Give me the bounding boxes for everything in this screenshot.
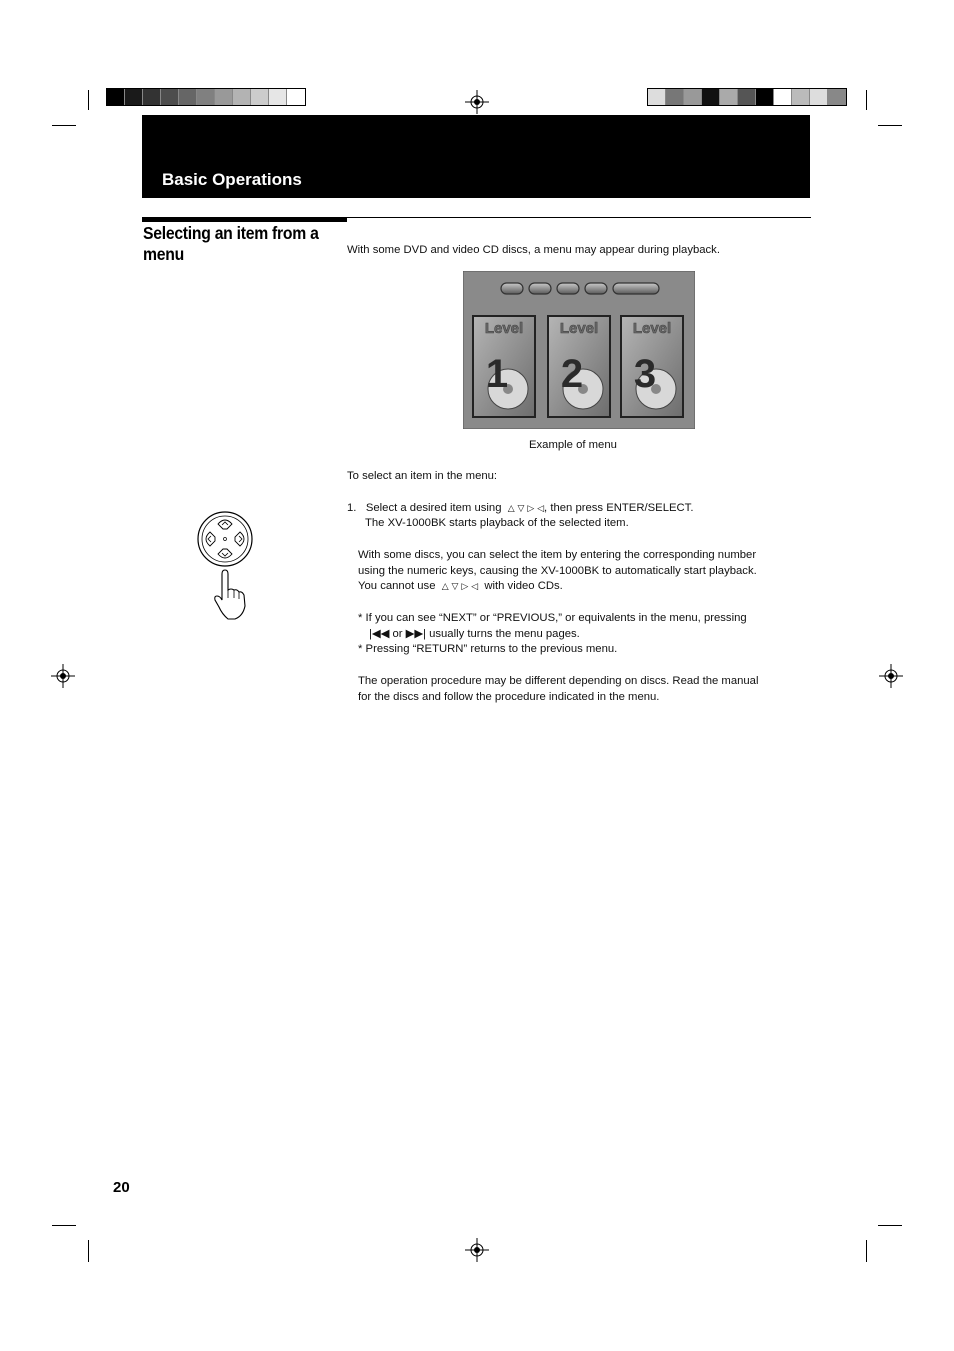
intro-text: With some DVD and video CD discs, a menu may appear during playback. xyxy=(347,244,720,256)
crop-mark xyxy=(866,1240,867,1262)
crop-mark xyxy=(52,125,76,126)
svg-text:Level: Level xyxy=(632,320,672,337)
svg-text:3: 3 xyxy=(633,352,657,396)
section-title: Selecting an item from a menu xyxy=(143,223,319,264)
note-return: * Pressing “RETURN” returns to the previous menu. xyxy=(358,643,618,655)
color-bar-right xyxy=(647,88,847,106)
section-rule-thick xyxy=(142,217,347,222)
step-1-result: The XV-1000BK starts playback of the selected item. xyxy=(365,517,629,529)
note-next-previous: * If you can see “NEXT” or “PREVIOUS,” or equivalents in the menu, pressing |◀◀ or ▶▶| usually turns the menu pages. xyxy=(358,612,747,640)
step-number: 1. xyxy=(347,502,357,514)
registration-target-icon xyxy=(465,1238,489,1262)
svg-text:2: 2 xyxy=(560,352,584,396)
section-rule-thin xyxy=(347,217,811,218)
procedure-note: The operation procedure may be different depending on discs. Read the manual for the discs and follow the procedure indicated in the menu. xyxy=(358,675,759,703)
crop-mark xyxy=(52,1225,76,1226)
cursor-keys-icon: △ ▽ ▷ ◁ xyxy=(441,582,479,593)
chapter-title: Basic Operations xyxy=(162,170,302,189)
instructions-lead: To select an item in the menu: xyxy=(347,470,498,482)
color-bar-left xyxy=(106,88,306,106)
registration-target-icon xyxy=(879,664,903,688)
numeric-keys-paragraph: With some discs, you can select the item by entering the corresponding number using the numeric keys, causing the XV-1000BK to automatically start playback. You cannot use △ ▽ ▷ ◁ with video CDs. xyxy=(358,549,757,593)
crop-mark xyxy=(88,90,89,110)
registration-target-icon xyxy=(465,90,489,114)
step-1: 1. Select a desired item using △ ▽ ▷ ◁, then press ENTER/SELECT. xyxy=(347,502,694,514)
crop-mark xyxy=(878,125,902,126)
menu-example-image xyxy=(463,271,695,429)
menu-caption: Example of menu xyxy=(529,439,617,451)
crop-mark xyxy=(88,1240,89,1262)
crop-mark xyxy=(866,90,867,110)
page-number: 20 xyxy=(113,1179,130,1196)
chapter-header xyxy=(142,115,810,198)
svg-text:Level: Level xyxy=(484,320,524,337)
cursor-keys-icon: △ ▽ ▷ ◁ xyxy=(507,504,545,514)
registration-target-icon xyxy=(51,664,75,688)
svg-text:Level: Level xyxy=(559,320,599,337)
svg-text:1: 1 xyxy=(485,352,509,396)
cursor-pad-hand-icon xyxy=(196,510,256,622)
crop-mark xyxy=(878,1225,902,1226)
